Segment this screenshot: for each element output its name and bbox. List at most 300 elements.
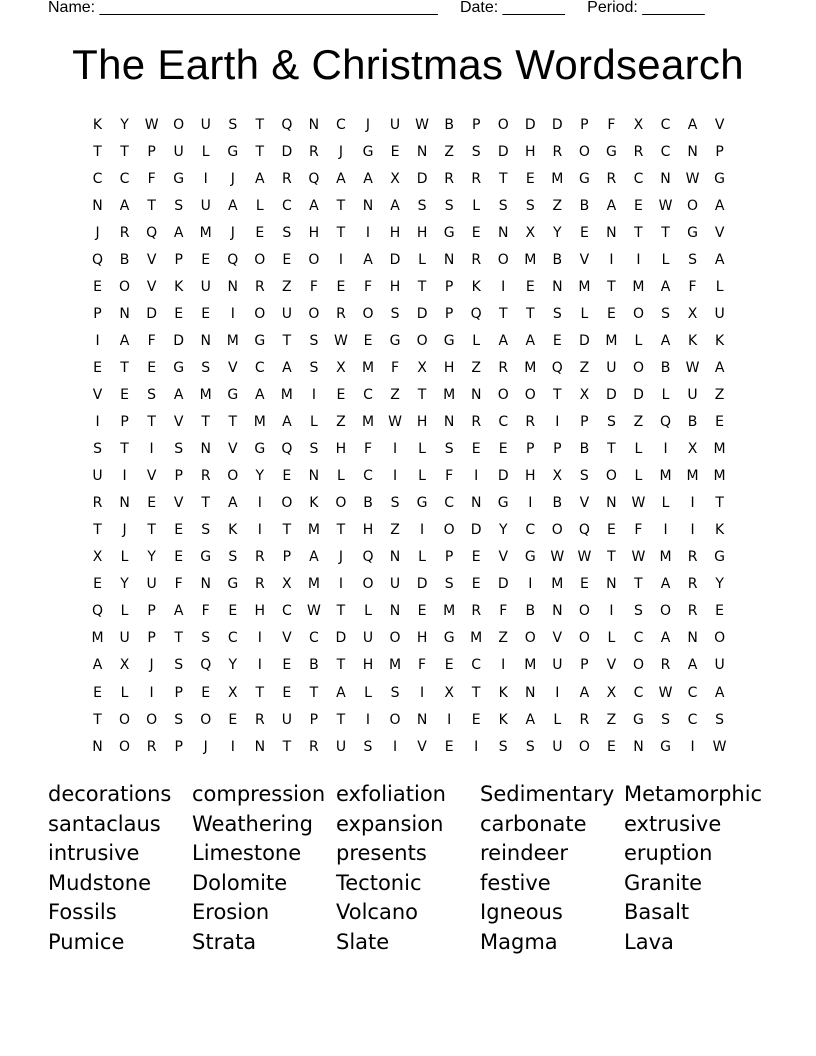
- grid-letter[interactable]: I: [555, 414, 560, 431]
- grid-letter[interactable]: R: [336, 305, 346, 322]
- grid-letter[interactable]: T: [607, 278, 616, 295]
- grid-letter[interactable]: M: [551, 170, 564, 187]
- grid-letter[interactable]: I: [609, 251, 614, 268]
- grid-letter[interactable]: N: [606, 495, 617, 512]
- grid-letter[interactable]: D: [281, 143, 293, 160]
- grid-letter[interactable]: E: [498, 441, 508, 458]
- grid-letter[interactable]: V: [282, 630, 292, 647]
- grid-letter[interactable]: O: [687, 197, 699, 214]
- grid-letter[interactable]: F: [445, 468, 454, 485]
- grid-letter[interactable]: X: [227, 684, 238, 701]
- grid-letter[interactable]: R: [146, 738, 157, 755]
- grid-letter[interactable]: X: [552, 468, 563, 485]
- grid-letter[interactable]: L: [201, 143, 210, 160]
- grid-letter[interactable]: T: [93, 143, 102, 160]
- grid-letter[interactable]: T: [634, 576, 643, 593]
- grid-letter[interactable]: R: [119, 224, 130, 241]
- grid-letter[interactable]: Y: [228, 657, 238, 674]
- grid-letter[interactable]: A: [660, 576, 671, 593]
- grid-letter[interactable]: O: [659, 603, 672, 620]
- grid-letter[interactable]: M: [361, 359, 375, 376]
- grid-letter[interactable]: L: [364, 684, 372, 701]
- grid-letter[interactable]: E: [525, 170, 535, 187]
- grid-letter[interactable]: N: [443, 414, 455, 431]
- grid-letter[interactable]: G: [714, 170, 726, 187]
- grid-letter[interactable]: A: [687, 657, 698, 674]
- grid-letter[interactable]: T: [228, 414, 238, 431]
- grid-letter[interactable]: Y: [255, 468, 265, 485]
- grid-letter[interactable]: M: [659, 468, 672, 485]
- grid-letter[interactable]: K: [228, 522, 238, 539]
- grid-letter[interactable]: K: [687, 332, 698, 349]
- grid-letter[interactable]: A: [173, 603, 184, 620]
- grid-letter[interactable]: O: [443, 522, 455, 539]
- grid-letter[interactable]: D: [416, 576, 428, 593]
- grid-letter[interactable]: V: [146, 468, 157, 485]
- grid-letter[interactable]: S: [390, 495, 400, 512]
- grid-letter[interactable]: E: [606, 738, 616, 755]
- grid-letter[interactable]: N: [362, 197, 374, 214]
- grid-letter[interactable]: A: [92, 657, 103, 674]
- grid-letter[interactable]: E: [417, 603, 427, 620]
- grid-letter[interactable]: I: [95, 414, 100, 431]
- grid-letter[interactable]: S: [498, 738, 508, 755]
- grid-letter[interactable]: L: [364, 603, 372, 620]
- grid-letter[interactable]: B: [363, 495, 373, 512]
- grid-letter[interactable]: X: [525, 224, 536, 241]
- grid-letter[interactable]: K: [92, 116, 103, 133]
- grid-letter[interactable]: R: [633, 143, 644, 160]
- grid-letter[interactable]: A: [309, 549, 319, 566]
- grid-letter[interactable]: H: [389, 224, 401, 241]
- grid-letter[interactable]: I: [149, 684, 154, 701]
- grid-letter[interactable]: U: [552, 657, 563, 674]
- grid-letter[interactable]: X: [687, 305, 698, 322]
- grid-letter[interactable]: R: [552, 143, 563, 160]
- grid-letter[interactable]: I: [663, 441, 668, 458]
- grid-letter[interactable]: J: [230, 224, 235, 241]
- grid-letter[interactable]: L: [634, 332, 643, 349]
- grid-letter[interactable]: G: [227, 143, 239, 160]
- grid-letter[interactable]: G: [227, 576, 239, 593]
- grid-letter[interactable]: N: [552, 278, 563, 295]
- grid-letter[interactable]: R: [579, 711, 590, 728]
- grid-letter[interactable]: U: [200, 197, 211, 214]
- grid-letter[interactable]: S: [147, 386, 157, 403]
- grid-letter[interactable]: E: [444, 657, 454, 674]
- grid-letter[interactable]: N: [200, 441, 211, 458]
- grid-letter[interactable]: Z: [390, 386, 400, 403]
- grid-letter[interactable]: Z: [633, 414, 644, 431]
- grid-letter[interactable]: V: [92, 386, 103, 403]
- grid-letter[interactable]: M: [551, 576, 564, 593]
- grid-letter[interactable]: D: [633, 386, 644, 403]
- grid-letter[interactable]: B: [119, 251, 130, 268]
- grid-letter[interactable]: A: [336, 170, 346, 187]
- grid-letter[interactable]: I: [230, 738, 235, 755]
- grid-letter[interactable]: N: [227, 278, 238, 295]
- grid-letter[interactable]: B: [687, 414, 698, 431]
- grid-letter[interactable]: O: [308, 251, 320, 268]
- grid-letter[interactable]: O: [632, 305, 644, 322]
- grid-letter[interactable]: D: [524, 116, 536, 133]
- grid-letter[interactable]: M: [226, 332, 239, 349]
- grid-letter[interactable]: A: [390, 197, 400, 214]
- grid-letter[interactable]: N: [606, 576, 617, 593]
- grid-letter[interactable]: G: [362, 143, 374, 160]
- grid-letter[interactable]: Z: [444, 143, 454, 160]
- grid-letter[interactable]: E: [525, 278, 535, 295]
- grid-letter[interactable]: E: [174, 305, 184, 322]
- grid-letter[interactable]: N: [416, 143, 428, 160]
- grid-letter[interactable]: H: [416, 630, 428, 647]
- grid-letter[interactable]: Q: [227, 251, 239, 268]
- grid-letter[interactable]: C: [92, 170, 103, 187]
- grid-letter[interactable]: N: [470, 386, 482, 403]
- grid-letter[interactable]: C: [336, 116, 346, 133]
- grid-letter[interactable]: D: [173, 332, 185, 349]
- grid-letter[interactable]: E: [93, 576, 102, 593]
- grid-letter[interactable]: E: [147, 359, 157, 376]
- grid-letter[interactable]: C: [633, 170, 644, 187]
- grid-letter[interactable]: Y: [553, 224, 562, 241]
- grid-letter[interactable]: I: [257, 522, 262, 539]
- grid-letter[interactable]: Q: [551, 359, 563, 376]
- grid-letter[interactable]: A: [119, 197, 130, 214]
- grid-letter[interactable]: O: [497, 386, 509, 403]
- grid-letter[interactable]: N: [687, 630, 698, 647]
- grid-letter[interactable]: E: [93, 278, 102, 295]
- date-field[interactable]: Date: _______: [459, 0, 565, 16]
- grid-letter[interactable]: S: [174, 657, 184, 674]
- grid-letter[interactable]: R: [254, 711, 265, 728]
- grid-letter[interactable]: O: [308, 305, 320, 322]
- grid-letter[interactable]: U: [389, 576, 401, 593]
- grid-letter[interactable]: E: [552, 332, 562, 349]
- grid-letter[interactable]: M: [659, 549, 672, 566]
- grid-letter[interactable]: S: [93, 441, 102, 458]
- grid-letter[interactable]: W: [685, 170, 700, 187]
- grid-letter[interactable]: N: [470, 495, 482, 512]
- grid-letter[interactable]: E: [120, 386, 129, 403]
- grid-letter[interactable]: E: [634, 197, 643, 214]
- grid-letter[interactable]: S: [309, 359, 319, 376]
- grid-letter[interactable]: U: [281, 711, 292, 728]
- grid-letter[interactable]: R: [687, 603, 698, 620]
- grid-letter[interactable]: E: [444, 738, 454, 755]
- grid-letter[interactable]: H: [362, 657, 374, 674]
- grid-letter[interactable]: T: [147, 414, 156, 431]
- grid-letter[interactable]: O: [173, 116, 185, 133]
- grid-letter[interactable]: X: [687, 441, 698, 458]
- grid-letter[interactable]: C: [687, 711, 698, 728]
- grid-letter[interactable]: I: [392, 468, 398, 485]
- grid-letter[interactable]: H: [335, 441, 347, 458]
- grid-letter[interactable]: Q: [362, 549, 374, 566]
- grid-letter[interactable]: A: [606, 197, 617, 214]
- grid-letter[interactable]: Q: [92, 251, 104, 268]
- grid-letter[interactable]: E: [715, 414, 725, 431]
- grid-letter[interactable]: L: [120, 684, 129, 701]
- grid-letter[interactable]: T: [336, 197, 346, 214]
- grid-letter[interactable]: I: [365, 224, 371, 241]
- grid-letter[interactable]: D: [389, 251, 401, 268]
- grid-letter[interactable]: O: [335, 495, 347, 512]
- grid-letter[interactable]: V: [227, 441, 238, 458]
- grid-letter[interactable]: E: [282, 657, 292, 674]
- grid-letter[interactable]: G: [633, 711, 644, 728]
- grid-letter[interactable]: H: [525, 143, 536, 160]
- grid-letter[interactable]: M: [307, 522, 320, 539]
- grid-letter[interactable]: U: [389, 116, 401, 133]
- grid-letter[interactable]: A: [173, 386, 184, 403]
- grid-letter[interactable]: Q: [92, 603, 104, 620]
- grid-letter[interactable]: S: [282, 224, 292, 241]
- grid-letter[interactable]: T: [498, 305, 508, 322]
- grid-letter[interactable]: B: [579, 197, 590, 214]
- grid-letter[interactable]: R: [444, 170, 454, 187]
- grid-letter[interactable]: C: [660, 116, 671, 133]
- grid-letter[interactable]: A: [660, 630, 671, 647]
- grid-letter[interactable]: S: [174, 711, 184, 728]
- grid-letter[interactable]: A: [336, 684, 346, 701]
- grid-letter[interactable]: R: [92, 495, 103, 512]
- grid-letter[interactable]: N: [389, 603, 401, 620]
- grid-letter[interactable]: L: [418, 468, 426, 485]
- grid-letter[interactable]: H: [416, 414, 428, 431]
- grid-letter[interactable]: N: [308, 468, 320, 485]
- grid-letter[interactable]: O: [551, 522, 563, 539]
- grid-letter[interactable]: G: [714, 549, 726, 566]
- grid-letter[interactable]: S: [498, 197, 508, 214]
- grid-letter[interactable]: N: [308, 116, 320, 133]
- grid-letter[interactable]: O: [389, 630, 401, 647]
- grid-letter[interactable]: P: [471, 116, 481, 133]
- grid-letter[interactable]: E: [471, 576, 481, 593]
- grid-letter[interactable]: M: [524, 657, 537, 674]
- grid-letter[interactable]: E: [390, 143, 400, 160]
- grid-letter[interactable]: O: [632, 657, 644, 674]
- grid-letter[interactable]: L: [472, 197, 481, 214]
- grid-letter[interactable]: B: [309, 657, 319, 674]
- grid-letter[interactable]: D: [551, 116, 563, 133]
- grid-letter[interactable]: P: [580, 657, 589, 674]
- grid-letter[interactable]: Q: [200, 657, 212, 674]
- grid-letter[interactable]: C: [281, 197, 292, 214]
- grid-letter[interactable]: Q: [659, 414, 672, 431]
- grid-letter[interactable]: H: [525, 468, 536, 485]
- grid-letter[interactable]: A: [119, 332, 130, 349]
- grid-letter[interactable]: J: [230, 170, 235, 187]
- grid-letter[interactable]: M: [605, 332, 618, 349]
- grid-letter[interactable]: B: [525, 603, 536, 620]
- period-field[interactable]: Period: _______: [587, 0, 705, 16]
- grid-letter[interactable]: T: [255, 143, 265, 160]
- grid-letter[interactable]: L: [715, 278, 724, 295]
- grid-letter[interactable]: V: [552, 630, 563, 647]
- grid-letter[interactable]: Z: [471, 359, 481, 376]
- grid-letter[interactable]: M: [443, 603, 456, 620]
- grid-letter[interactable]: L: [120, 603, 129, 620]
- grid-letter[interactable]: I: [501, 657, 506, 674]
- grid-letter[interactable]: O: [497, 116, 509, 133]
- grid-letter[interactable]: R: [687, 576, 698, 593]
- grid-letter[interactable]: Y: [715, 576, 724, 593]
- grid-letter[interactable]: G: [227, 386, 239, 403]
- grid-letter[interactable]: T: [417, 386, 427, 403]
- grid-letter[interactable]: Z: [336, 414, 346, 431]
- grid-letter[interactable]: C: [281, 603, 292, 620]
- grid-letter[interactable]: T: [525, 305, 535, 322]
- grid-letter[interactable]: L: [309, 414, 318, 431]
- grid-letter[interactable]: J: [149, 657, 154, 674]
- grid-letter[interactable]: E: [282, 684, 292, 701]
- grid-letter[interactable]: S: [525, 197, 535, 214]
- grid-letter[interactable]: I: [392, 441, 398, 458]
- grid-letter[interactable]: L: [634, 441, 643, 458]
- grid-letter[interactable]: W: [388, 414, 402, 431]
- grid-letter[interactable]: D: [497, 468, 509, 485]
- grid-letter[interactable]: N: [92, 197, 103, 214]
- grid-letter[interactable]: J: [338, 549, 344, 566]
- grid-letter[interactable]: A: [282, 359, 292, 376]
- grid-letter[interactable]: O: [497, 251, 509, 268]
- grid-letter[interactable]: U: [362, 630, 374, 647]
- grid-letter[interactable]: Z: [606, 711, 617, 728]
- grid-letter[interactable]: C: [525, 522, 536, 539]
- grid-letter[interactable]: I: [420, 522, 425, 539]
- grid-letter[interactable]: D: [497, 576, 509, 593]
- grid-letter[interactable]: M: [443, 386, 456, 403]
- grid-letter[interactable]: Y: [120, 576, 129, 593]
- grid-letter[interactable]: I: [230, 305, 235, 322]
- grid-letter[interactable]: T: [498, 170, 508, 187]
- grid-letter[interactable]: W: [334, 332, 348, 349]
- grid-letter[interactable]: S: [390, 684, 400, 701]
- grid-letter[interactable]: A: [255, 386, 265, 403]
- grid-letter[interactable]: K: [498, 684, 508, 701]
- grid-letter[interactable]: K: [174, 278, 184, 295]
- grid-letter[interactable]: G: [173, 359, 185, 376]
- grid-letter[interactable]: E: [174, 522, 184, 539]
- grid-letter[interactable]: J: [203, 738, 208, 755]
- grid-letter[interactable]: N: [389, 549, 401, 566]
- grid-letter[interactable]: I: [257, 495, 262, 512]
- grid-letter[interactable]: M: [361, 414, 375, 431]
- grid-letter[interactable]: Q: [308, 170, 320, 187]
- grid-letter[interactable]: C: [119, 170, 130, 187]
- grid-letter[interactable]: E: [471, 549, 481, 566]
- grid-letter[interactable]: D: [606, 386, 617, 403]
- grid-letter[interactable]: H: [308, 224, 320, 241]
- grid-letter[interactable]: X: [606, 684, 617, 701]
- grid-letter[interactable]: I: [365, 711, 371, 728]
- grid-letter[interactable]: W: [631, 549, 646, 566]
- grid-letter[interactable]: T: [255, 684, 265, 701]
- grid-letter[interactable]: E: [201, 251, 211, 268]
- grid-letter[interactable]: N: [119, 495, 130, 512]
- grid-letter[interactable]: A: [714, 359, 725, 376]
- grid-letter[interactable]: E: [201, 305, 211, 322]
- grid-letter[interactable]: J: [338, 143, 344, 160]
- grid-letter[interactable]: M: [280, 386, 293, 403]
- grid-letter[interactable]: E: [471, 224, 481, 241]
- grid-letter[interactable]: C: [363, 468, 373, 485]
- grid-letter[interactable]: E: [606, 305, 616, 322]
- grid-letter[interactable]: S: [174, 441, 184, 458]
- grid-letter[interactable]: G: [687, 224, 698, 241]
- grid-letter[interactable]: K: [309, 495, 319, 512]
- grid-letter[interactable]: L: [580, 305, 589, 322]
- grid-letter[interactable]: U: [200, 278, 211, 295]
- grid-letter[interactable]: L: [337, 468, 345, 485]
- grid-letter[interactable]: T: [336, 603, 346, 620]
- grid-letter[interactable]: U: [552, 738, 563, 755]
- grid-letter[interactable]: U: [687, 386, 698, 403]
- grid-letter[interactable]: G: [254, 332, 266, 349]
- grid-letter[interactable]: U: [714, 305, 725, 322]
- grid-letter[interactable]: T: [607, 549, 616, 566]
- grid-letter[interactable]: P: [282, 549, 292, 566]
- grid-letter[interactable]: D: [416, 305, 428, 322]
- grid-letter[interactable]: A: [579, 684, 590, 701]
- grid-letter[interactable]: F: [688, 278, 697, 295]
- grid-letter[interactable]: S: [444, 441, 454, 458]
- grid-letter[interactable]: I: [338, 251, 344, 268]
- grid-letter[interactable]: S: [715, 711, 725, 728]
- grid-letter[interactable]: P: [174, 738, 183, 755]
- grid-letter[interactable]: G: [497, 495, 509, 512]
- grid-letter[interactable]: V: [173, 414, 184, 431]
- grid-letter[interactable]: S: [579, 468, 589, 485]
- grid-letter[interactable]: R: [281, 170, 292, 187]
- grid-letter[interactable]: F: [147, 332, 156, 349]
- grid-letter[interactable]: P: [526, 441, 535, 458]
- grid-letter[interactable]: I: [203, 170, 208, 187]
- grid-letter[interactable]: G: [524, 549, 536, 566]
- grid-letter[interactable]: V: [579, 495, 590, 512]
- grid-letter[interactable]: L: [418, 549, 426, 566]
- grid-letter[interactable]: I: [609, 603, 614, 620]
- grid-letter[interactable]: V: [714, 116, 725, 133]
- grid-letter[interactable]: G: [254, 441, 266, 458]
- grid-letter[interactable]: E: [282, 468, 292, 485]
- grid-letter[interactable]: I: [690, 495, 695, 512]
- grid-letter[interactable]: E: [174, 549, 184, 566]
- grid-letter[interactable]: S: [661, 305, 670, 322]
- grid-letter[interactable]: T: [309, 684, 319, 701]
- grid-letter[interactable]: K: [471, 278, 481, 295]
- grid-letter[interactable]: A: [687, 116, 698, 133]
- grid-letter[interactable]: W: [712, 738, 727, 755]
- grid-letter[interactable]: F: [363, 441, 373, 458]
- grid-letter[interactable]: T: [471, 684, 481, 701]
- grid-letter[interactable]: M: [470, 630, 483, 647]
- grid-letter[interactable]: G: [443, 332, 455, 349]
- grid-letter[interactable]: S: [390, 305, 400, 322]
- grid-letter[interactable]: P: [444, 305, 454, 322]
- grid-letter[interactable]: O: [362, 305, 374, 322]
- grid-letter[interactable]: N: [200, 332, 211, 349]
- grid-letter[interactable]: A: [363, 251, 373, 268]
- grid-letter[interactable]: X: [417, 359, 427, 376]
- grid-letter[interactable]: W: [685, 359, 700, 376]
- grid-letter[interactable]: G: [389, 332, 401, 349]
- grid-letter[interactable]: S: [309, 332, 319, 349]
- grid-letter[interactable]: T: [282, 522, 292, 539]
- grid-letter[interactable]: G: [173, 170, 185, 187]
- grid-letter[interactable]: P: [174, 684, 183, 701]
